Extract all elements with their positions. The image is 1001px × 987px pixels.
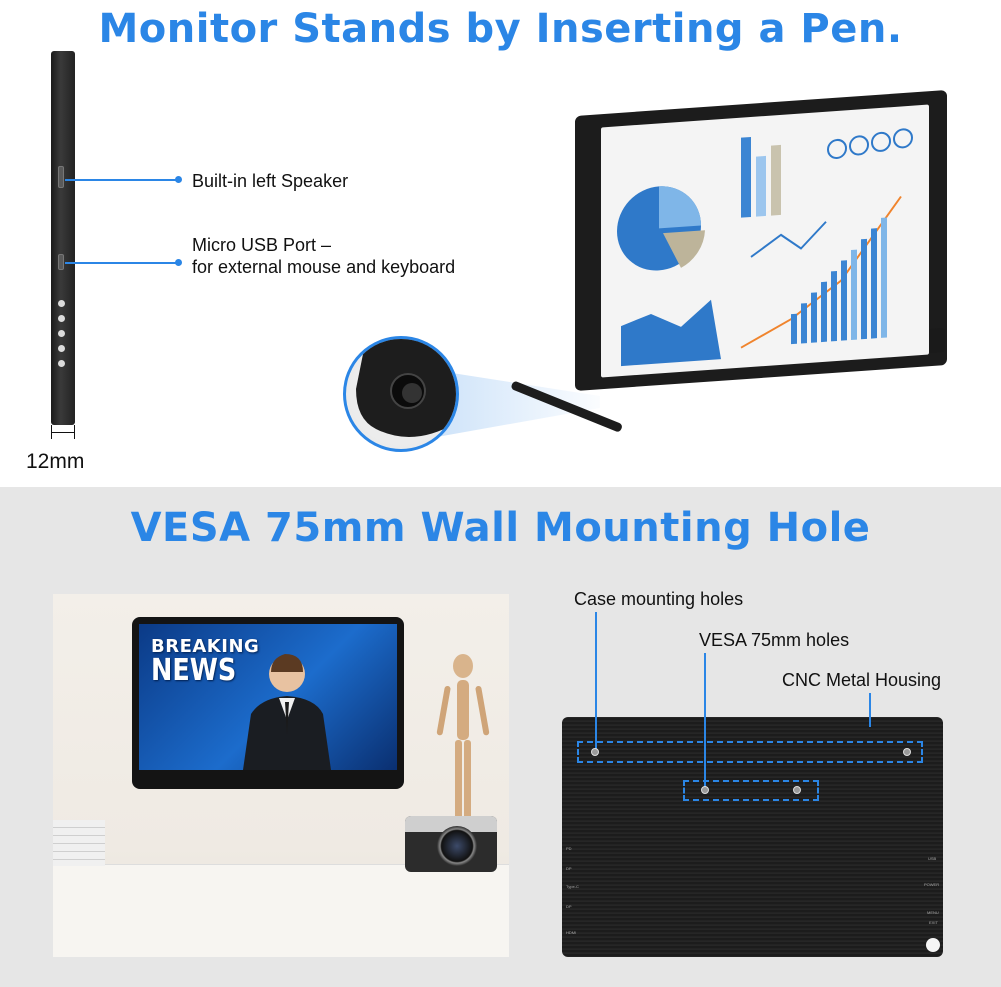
port-label-left: DP [566, 904, 572, 909]
line-chart [751, 222, 826, 257]
books-stack [53, 820, 105, 866]
wall-mounted-photo [53, 594, 509, 957]
monitor-side-profile [51, 51, 75, 425]
vesa-holes-pointer [704, 653, 706, 788]
port-label-left: PD [566, 846, 572, 851]
vesa-holes-label: VESA 75mm holes [699, 630, 850, 650]
vesa-mounting-hole [793, 786, 801, 794]
column-chart [791, 217, 887, 344]
case-mounting-hole [903, 748, 911, 756]
side-button [58, 300, 65, 307]
kpi-circles [828, 129, 912, 159]
speaker-callout-line [65, 179, 177, 181]
news-text: NEWS [151, 653, 237, 688]
breaking-text: BREAKING [151, 636, 260, 657]
housing-pointer [869, 693, 871, 727]
monitor-news-screen [139, 624, 397, 770]
vesa-mounting-hole [701, 786, 709, 794]
port-label-right: USB [928, 856, 937, 861]
bar [756, 156, 766, 217]
speaker-callout-text: Built-in left Speaker [192, 171, 349, 191]
panel-corner-hole [926, 938, 940, 952]
usb-callout-dot [175, 259, 182, 266]
side-button [58, 360, 65, 367]
bar [741, 137, 751, 218]
case-holes-pointer [595, 612, 597, 752]
side-button [58, 315, 65, 322]
pie-slice [659, 183, 701, 228]
side-button [58, 345, 65, 352]
usb-callout-line [65, 262, 177, 264]
case-holes-outline [577, 741, 923, 763]
stand-section [0, 0, 1001, 487]
speaker-callout-dot [175, 176, 182, 183]
side-button [58, 330, 65, 337]
case-mounting-hole [591, 748, 599, 756]
screen-dashboard-graphic [601, 105, 929, 378]
news-anchor [139, 624, 397, 770]
camera-lens [437, 826, 477, 866]
table-surface [53, 864, 509, 957]
usb-callout-line2: for external mouse and keyboard [192, 257, 456, 277]
speaker-grille [58, 166, 64, 188]
port-label-right: MENU [927, 910, 939, 915]
port-label-left: Type-C [566, 884, 579, 889]
stand-headline: Monitor Stands by Inserting a Pen. [98, 6, 903, 52]
stand-hole-zoom [343, 336, 459, 452]
port-label-right: POWER [924, 882, 940, 887]
housing-label: CNC Metal Housing [782, 670, 942, 690]
monitor-screen [601, 105, 929, 378]
bar [771, 145, 781, 216]
usb-callout-line1: Micro USB Port – [192, 235, 332, 255]
thickness-line [51, 432, 75, 433]
port-label-right: EXIT [929, 920, 938, 925]
thickness-label: 12mm [26, 450, 85, 473]
port-label-left: DP [566, 866, 572, 871]
case-holes-label: Case mounting holes [574, 589, 744, 609]
micro-usb-port [58, 254, 64, 270]
port-label-left: HDMI [566, 930, 577, 935]
area-chart [621, 299, 721, 366]
vesa-headline: VESA 75mm Wall Mounting Hole [130, 505, 871, 551]
